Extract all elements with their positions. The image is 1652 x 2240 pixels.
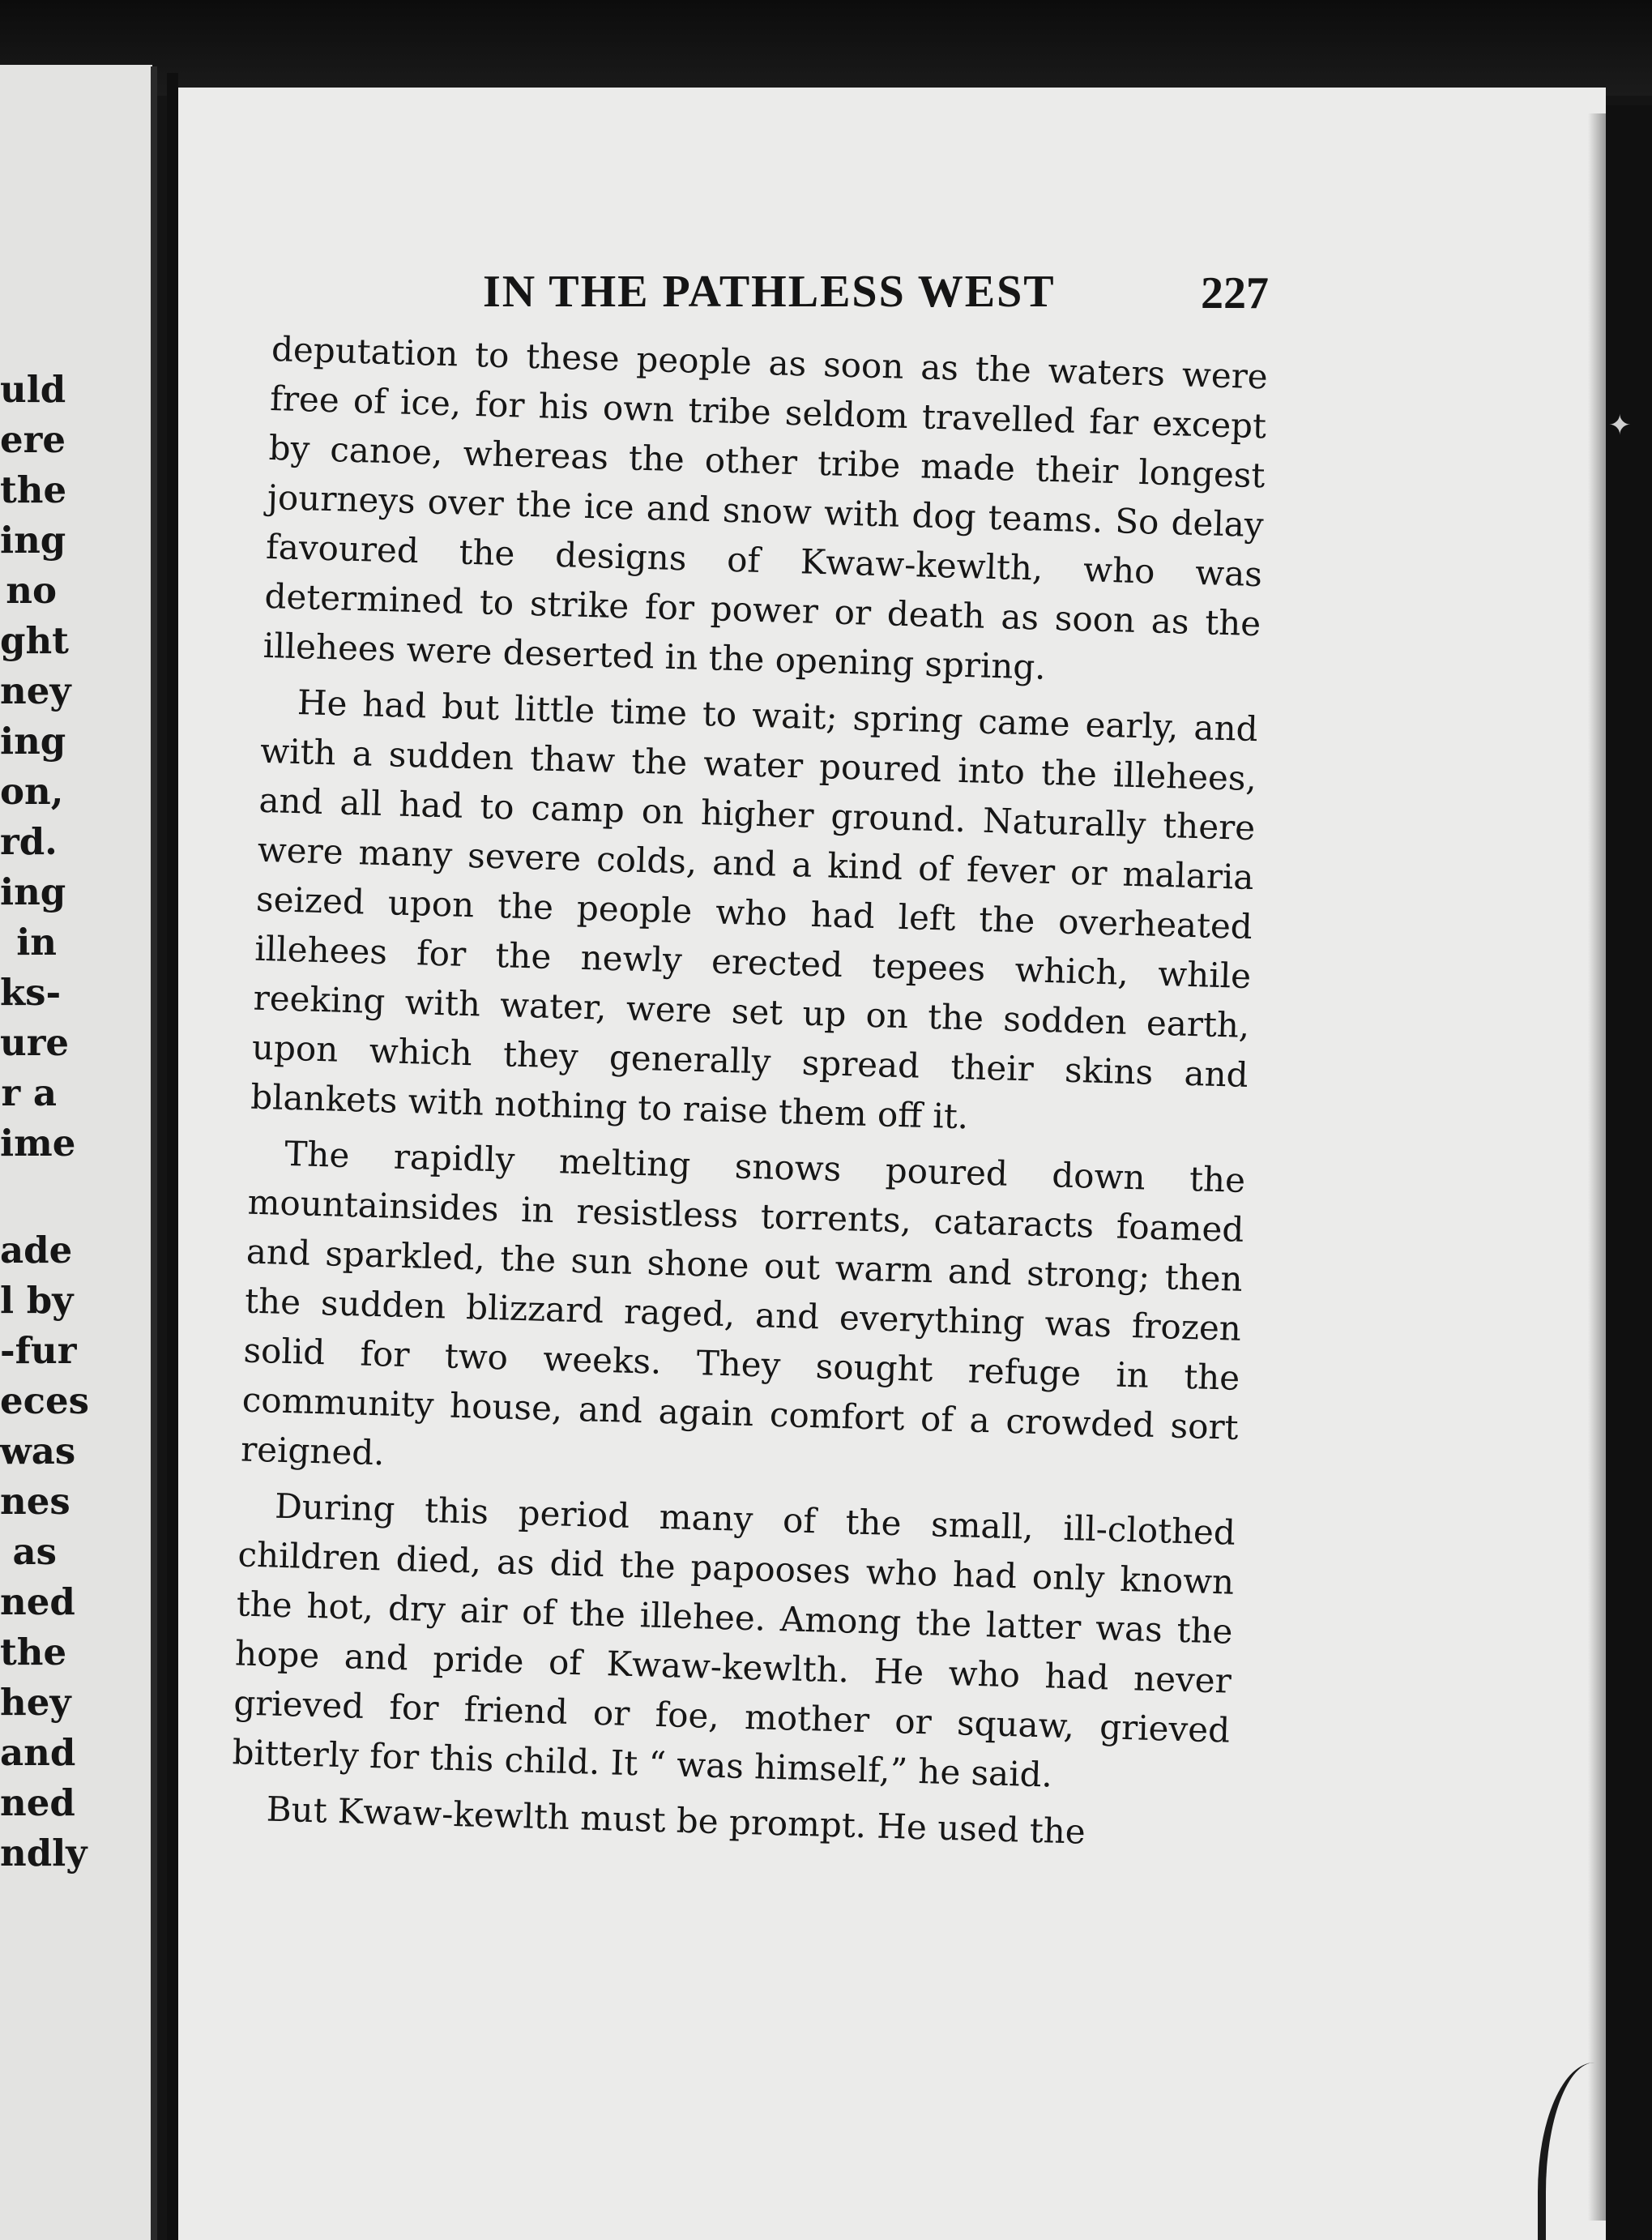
fragment-line: r a — [1, 1071, 57, 1114]
facing-page-text-fragments — [0, 365, 89, 1879]
fragment-line: hey — [0, 1681, 71, 1724]
page-edge-shadow — [1588, 113, 1606, 2221]
fragment-line: eces — [0, 1379, 89, 1422]
facing-page-left — [0, 65, 152, 2240]
paragraph: The rapidly melting snows poured down the mountainsides in resistless torrents, cataracts foamed and sparkled, the sun shone out warm and strong; then the sudden blizzard raged, and everything was frozen solid for two weeks. They sought refuge in the community house, and again comfort of a crowded sort reigned. — [240, 1133, 1246, 1473]
fragment-line: and — [0, 1731, 76, 1774]
fragment-line: rd. — [0, 820, 58, 863]
fragment-line: ndly — [0, 1832, 88, 1875]
fragment-line: nes — [0, 1480, 70, 1523]
fragment-line: ks- — [0, 971, 62, 1014]
paragraph: deputation to these people as soon as the waters were free of ice, for his own tribe seldom travelled far except by canoe, whereas the other tribe made their longest journeys over the ice and snow with dog teams. So delay favoured the designs of Kwaw-kewlth, who was determined to strike for power or death as soon as the illehees were deserted in the opening spring. — [263, 328, 1269, 687]
facing-page-edge — [151, 66, 157, 2240]
running-title: IN THE PATHLESS WEST — [483, 267, 1056, 317]
fragment-line: as — [12, 1530, 57, 1573]
fragment-line: ned — [0, 1580, 75, 1623]
fragment-line: uld — [0, 368, 66, 411]
fragment-line: ght — [0, 619, 69, 662]
fragment-line: ade — [0, 1229, 73, 1272]
paragraph: He had but little time to wait; spring came early, and with a sudden thaw the water poured into the illehees, and all had to camp on higher ground. Naturally there were many severe colds, and a kind of fever or malaria seized upon the people who had left the overheated illehees for the newly erected tepees which, while reeking with water, were set up on the sodden earth, upon which they generally spread their skins and blankets with nothing to raise them off it. — [250, 682, 1259, 1137]
fragment-line: the — [0, 468, 67, 511]
paragraph: During this period many of the small, ill-clothed children died, as did the papooses who had only known the hot, dry air of the illehee. Among the latter was the hope and pride of Kwaw-kewlth. He who had never grieved for friend or foe, mother or squaw, grieved bitterly for this child. It “ was himself,” he said. — [232, 1485, 1236, 1795]
book-gutter — [167, 73, 178, 2240]
fragment-line: l by — [0, 1279, 74, 1322]
fragment-line: on, — [0, 770, 64, 813]
fragment-line: ing — [0, 870, 66, 913]
fragment-line: no — [6, 569, 57, 612]
fragment-line: ere — [0, 418, 66, 461]
page-number: 227 — [1201, 268, 1269, 318]
fragment-line: ure — [0, 1021, 70, 1064]
fragment-gap — [0, 1169, 57, 1225]
fragment-line: was — [0, 1430, 76, 1473]
fragment-line: -fur — [0, 1329, 77, 1372]
fragment-line: ing — [0, 519, 66, 562]
page-body — [230, 324, 1269, 1867]
fragment-line: ned — [0, 1781, 75, 1824]
fragment-line: in — [16, 921, 57, 964]
fragment-line: ime — [0, 1122, 76, 1165]
paragraph: But Kwaw-kewlth must be prompt. He used the — [266, 1789, 1086, 1852]
fragment-line: ing — [0, 720, 66, 763]
fragment-line: ney — [0, 669, 71, 712]
fragment-line: the — [0, 1631, 67, 1674]
scan-speck-icon: ✦ — [1608, 409, 1632, 442]
scan-top-border — [0, 0, 1652, 96]
